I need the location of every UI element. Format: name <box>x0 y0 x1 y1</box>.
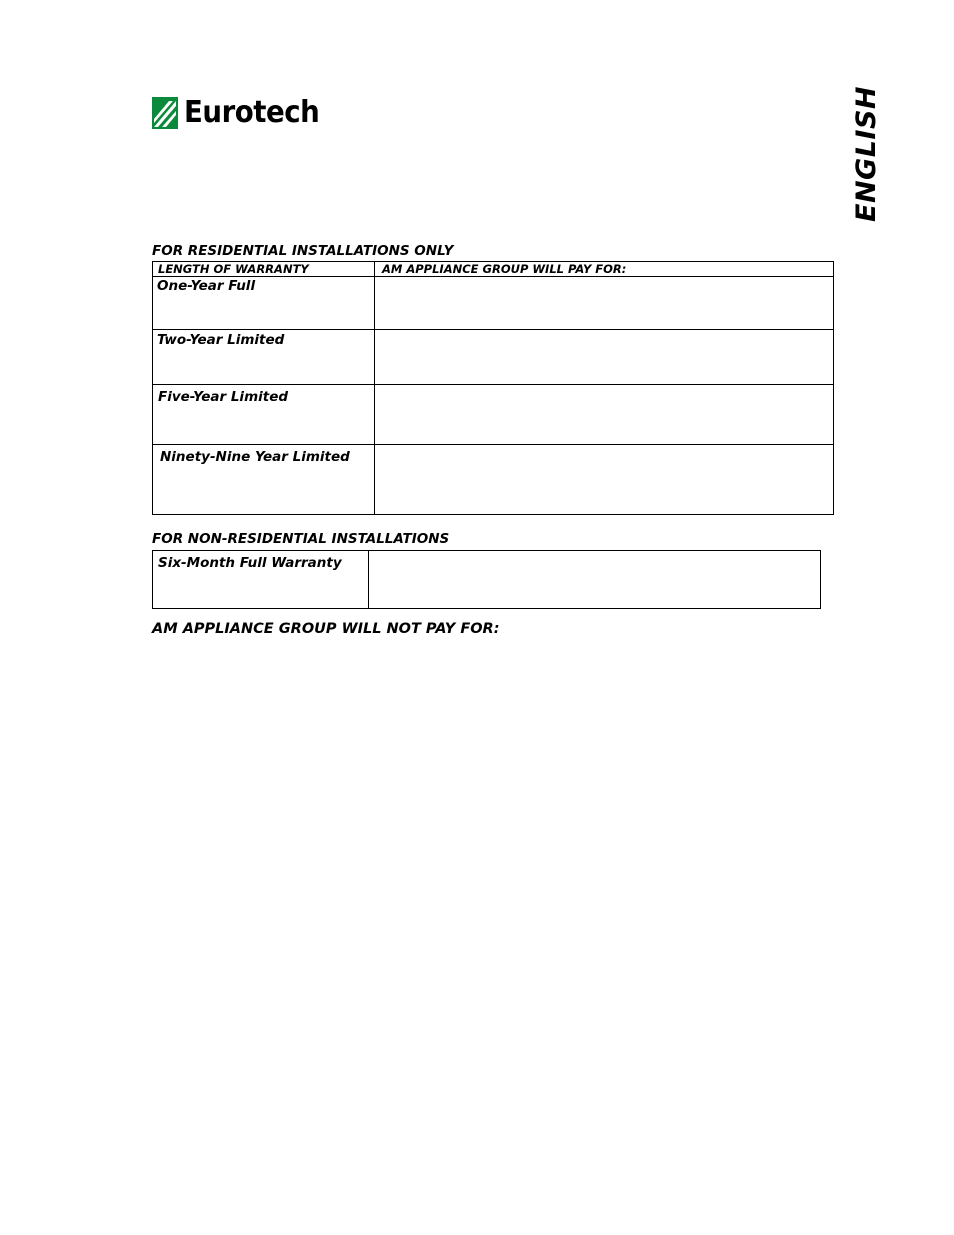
coverage-cell <box>375 445 834 515</box>
coverage-cell <box>375 277 834 330</box>
table-row <box>153 330 834 385</box>
warranty-term-cell <box>153 277 375 330</box>
warranty-term: One-Year Full <box>157 278 256 294</box>
language-tab-label: ENGLISH <box>851 86 882 222</box>
non-residential-warranty-table <box>152 550 821 609</box>
coverage-cell <box>375 385 834 445</box>
eurotech-logo-icon <box>152 97 178 129</box>
brand-name: Eurotech <box>184 95 320 130</box>
warranty-term-cell <box>153 330 375 385</box>
non-residential-heading: FOR NON-RESIDENTIAL INSTALLATIONS <box>152 531 450 547</box>
residential-heading: FOR RESIDENTIAL INSTALLATIONS ONLY <box>152 243 454 259</box>
coverage-cell <box>369 551 821 609</box>
warranty-term-cell <box>153 551 369 609</box>
brand-logo <box>152 96 331 130</box>
warranty-term-cell <box>153 445 375 515</box>
residential-warranty-table <box>152 261 834 515</box>
warranty-term: Ninety-Nine Year Limited <box>160 449 350 465</box>
coverage-cell <box>375 330 834 385</box>
exclusions-heading: AM APPLIANCE GROUP WILL NOT PAY FOR: <box>152 621 500 637</box>
table-row <box>153 551 821 609</box>
warranty-term: Six-Month Full Warranty <box>158 555 342 571</box>
warranty-term-cell <box>153 385 375 445</box>
warranty-term: Two-Year Limited <box>157 332 285 348</box>
warranty-term: Five-Year Limited <box>158 389 289 405</box>
table-row <box>153 445 834 515</box>
table-row <box>153 277 834 330</box>
table-row <box>153 385 834 445</box>
column-header-length: LENGTH OF WARRANTY <box>153 262 375 277</box>
table-header-row <box>153 262 834 277</box>
column-header-coverage: AM APPLIANCE GROUP WILL PAY FOR: <box>375 262 834 277</box>
